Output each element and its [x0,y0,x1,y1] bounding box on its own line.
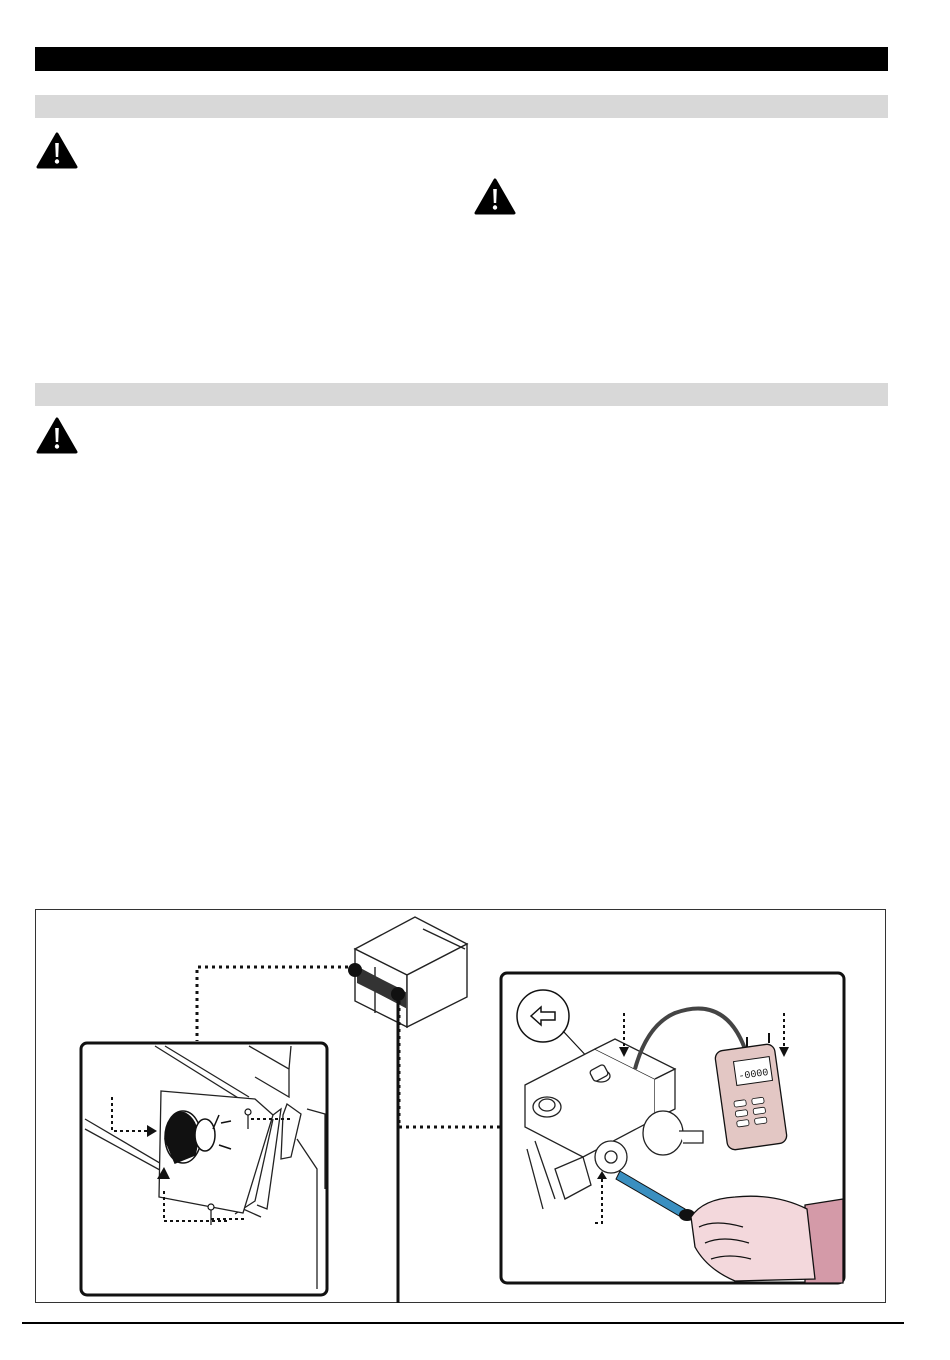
manometer-display: -0000 [738,1067,770,1083]
fireplace-unit-illustration [355,917,467,1027]
page-title-bar [35,47,888,71]
warning-triangle-icon [474,178,516,216]
footer-rule [22,1322,904,1324]
warning-triangle-icon [36,132,78,170]
section-header-1 [35,95,888,118]
section-header-2 [35,383,888,406]
inset-control-knob [81,1043,327,1295]
warning-triangle-icon [36,417,78,455]
inset-gas-valve [501,973,844,1283]
gas-valve-adjustment-illustration [35,909,886,1303]
